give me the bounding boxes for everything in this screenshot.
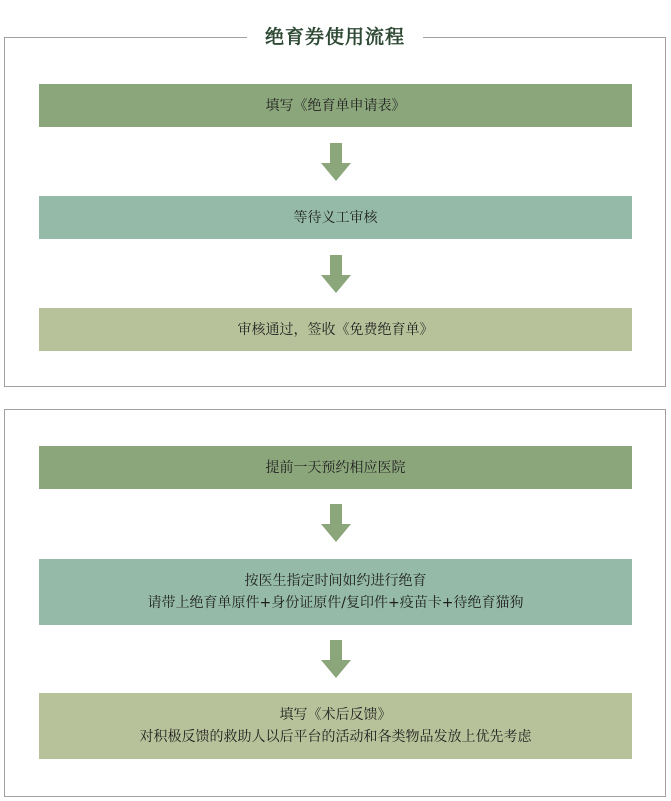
step-label: 提前一天预约相应医院 <box>265 459 406 476</box>
arrow-down-icon <box>321 504 351 542</box>
arrow-down-icon <box>321 143 351 181</box>
step-label: 等待义工审核 <box>293 209 378 226</box>
step-detail: 请带上绝育单原件+身份证原件/复印件+疫苗卡+待绝育猫狗 <box>147 595 524 611</box>
arrow-down-icon <box>321 640 351 678</box>
step-post-feedback <box>39 693 632 759</box>
step-sign-voucher <box>39 308 632 351</box>
step-book-hospital <box>39 446 632 489</box>
step-await-review <box>39 196 632 239</box>
step-fill-application <box>39 84 632 127</box>
step-label: 按医生指定时间如约进行绝育 <box>244 573 427 589</box>
step-attend-surgery <box>39 559 632 625</box>
step-label: 填写《绝育单申请表》 <box>265 97 406 114</box>
page-title: 绝育券使用流程 <box>247 22 423 52</box>
step-label: 审核通过，签收《免费绝育单》 <box>237 321 434 338</box>
step-label: 填写《术后反馈》 <box>279 707 392 723</box>
step-detail: 对积极反馈的救助人以后平台的活动和各类物品发放上优先考虑 <box>139 729 532 745</box>
arrow-down-icon <box>321 255 351 293</box>
